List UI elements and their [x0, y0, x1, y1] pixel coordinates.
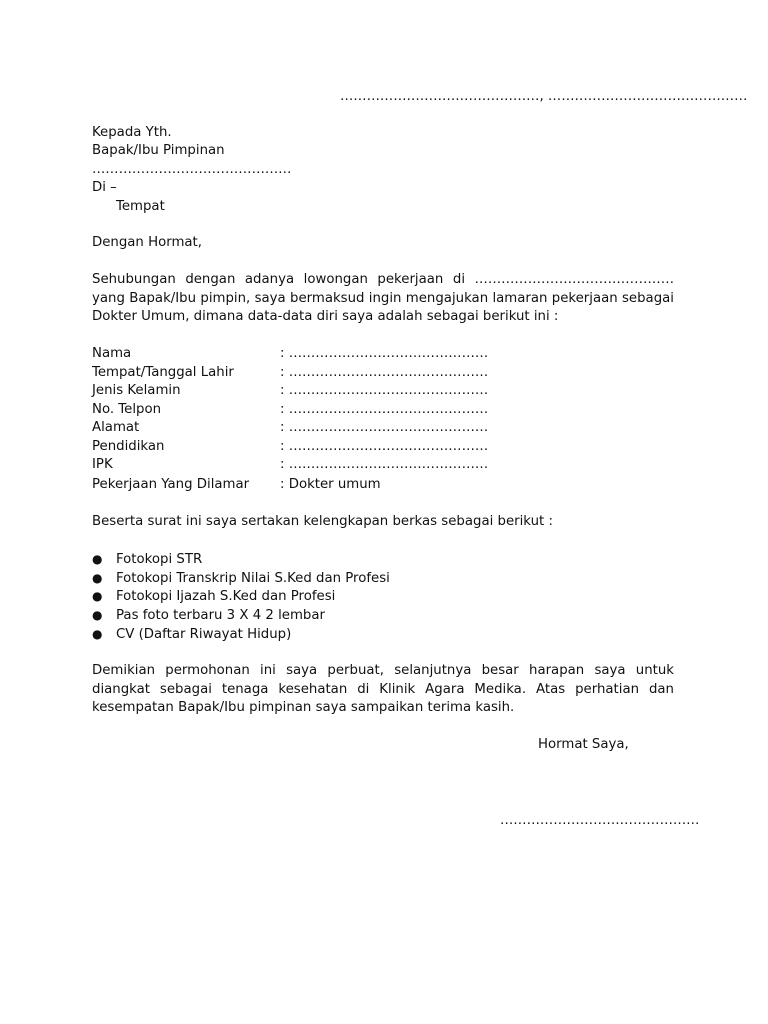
bullet-icon: ●	[92, 589, 103, 603]
signature-line: ………………………………………	[500, 813, 700, 828]
greeting: Dengan Hormat,	[92, 235, 202, 250]
field-value-alamat: : ………………………………………	[280, 420, 489, 435]
bullet-icon: ●	[92, 608, 103, 622]
field-label-telpon: No. Telpon	[92, 402, 162, 417]
field-label-nama: Nama	[92, 346, 132, 361]
recipient-line-3: ………………………………………	[92, 162, 292, 177]
field-label-ipk: IPK	[92, 457, 113, 472]
attachment-item	[92, 569, 390, 588]
field-value-nama: : ………………………………………	[280, 346, 489, 361]
closing-paragraph: Demikian permohonan ini saya perbuat, selanjutnya besar harapan saya untuk diangkat sebagai tenaga kesehatan di Klinik Agara Medika. Atas perhatian dan kesempatan Bapak/Ibu pimpinan saya sampaikan terima kasih.	[92, 663, 674, 715]
field-label-pekerjaan: Pekerjaan Yang Dilamar	[92, 477, 250, 492]
field-label-alamat: Alamat	[92, 420, 140, 435]
field-label-jenis-kelamin: Jenis Kelamin	[92, 383, 181, 398]
intro-paragraph: Sehubungan dengan adanya lowongan pekerjaan di ……………………………………… yang Bapak/Ibu pimpin, saya bermaksud ingin mengajukan lamaran pekerjaan sebagai Dokter Umum, dimana data-data diri saya adalah sebagai berikut ini :	[92, 272, 674, 324]
attachment-label: Pas foto terbaru 3 X 4 2 lembar	[116, 608, 325, 623]
attachments-intro: Beserta surat ini saya sertakan kelengkapan berkas sebagai berikut :	[92, 514, 553, 529]
attachment-item	[92, 587, 335, 606]
bullet-icon: ●	[92, 552, 103, 566]
field-value-telpon: : ………………………………………	[280, 402, 489, 417]
recipient-line-2: Bapak/Ibu Pimpinan	[92, 143, 225, 158]
field-label-pendidikan: Pendidikan	[92, 439, 165, 454]
bullet-icon: ●	[92, 627, 103, 641]
attachment-label: CV (Daftar Riwayat Hidup)	[116, 627, 292, 642]
attachment-label: Fotokopi Ijazah S.Ked dan Profesi	[116, 589, 336, 604]
attachment-label: Fotokopi Transkrip Nilai S.Ked dan Profesi	[116, 571, 390, 586]
field-value-pendidikan: : ………………………………………	[280, 439, 489, 454]
signoff: Hormat Saya,	[538, 737, 629, 752]
field-value-pekerjaan: : Dokter umum	[280, 477, 381, 492]
attachment-label: Fotokopi STR	[116, 552, 203, 567]
recipient-line-4: Di –	[92, 180, 117, 195]
recipient-line-1: Kepada Yth.	[92, 125, 172, 140]
field-value-ipk: : ………………………………………	[280, 457, 489, 472]
field-value-ttl: : ………………………………………	[280, 365, 489, 380]
attachment-item	[92, 550, 202, 569]
date-place-line: ………………………………………, ………………………………………	[340, 89, 748, 104]
field-label-ttl: Tempat/Tanggal Lahir	[92, 365, 234, 380]
bullet-icon: ●	[92, 571, 103, 585]
recipient-line-5: Tempat	[116, 199, 165, 214]
attachment-item	[92, 606, 325, 625]
attachment-item	[92, 625, 291, 644]
field-value-jenis-kelamin: : ………………………………………	[280, 383, 489, 398]
